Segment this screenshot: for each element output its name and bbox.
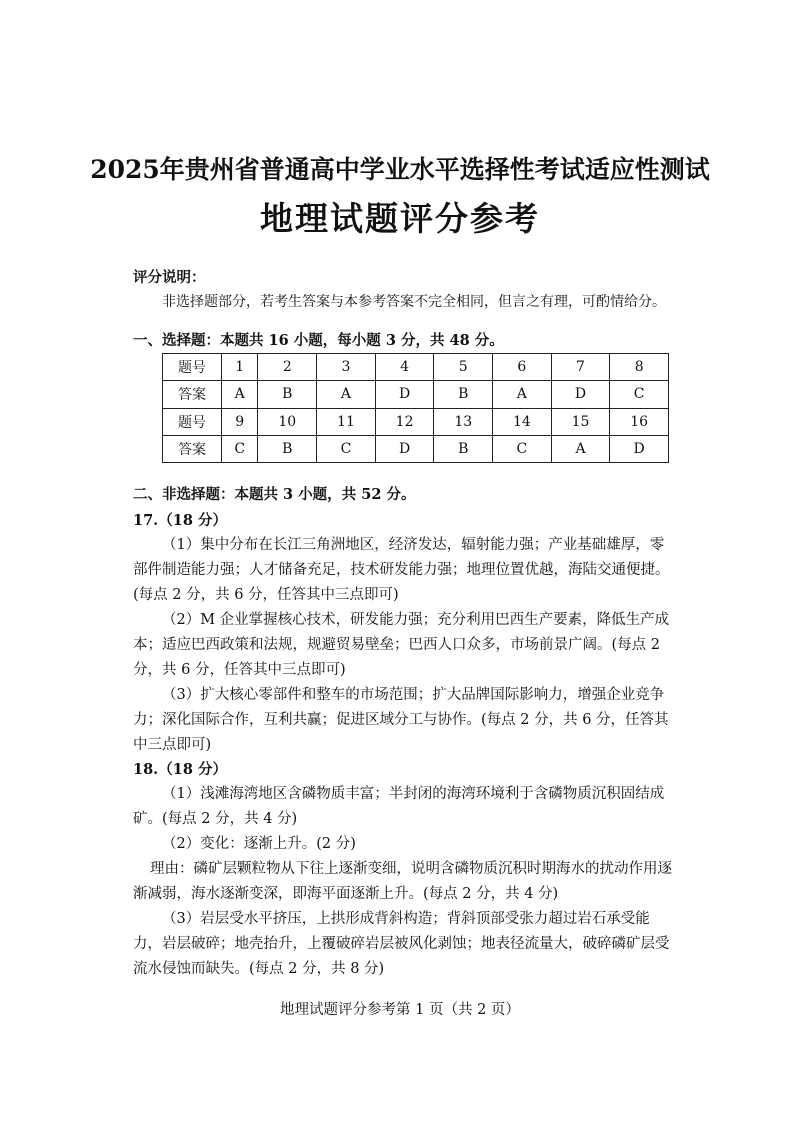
table-cell: 答案: [163, 435, 222, 462]
q17-answer-3: （3）扩大核心零部件和整车的市场范围；扩大品牌国际影响力，增强企业竞争力；深化国际合作，互利共赢；促进区域分工与协作。(每点 2 分，共 6 分，任答其中三点即可): [133, 687, 669, 753]
q18-answer-reason: 理由：磷矿层颗粒物从下往上逐渐变细，说明含磷物质沉积时期海水的扰动作用逐渐减弱，海水逐渐变深，即海平面逐渐上升。(每点 2 分，共 4 分): [133, 861, 672, 902]
table-cell: A: [317, 381, 376, 408]
table-cell: 8: [610, 354, 669, 381]
table-row: [163, 435, 669, 462]
table-cell: D: [610, 435, 669, 462]
page-subtitle: 地理试题评分参考: [260, 199, 540, 238]
table-cell: 15: [551, 408, 610, 435]
page-footer: 地理试题评分参考第 1 页（共 2 页）: [280, 1002, 520, 1018]
table-cell: 1: [222, 354, 258, 381]
table-cell: 10: [258, 408, 317, 435]
table-cell: C: [222, 435, 258, 462]
section1-heading: 一、选择题：本题共 16 小题，每小题 3 分，共 48 分。: [133, 332, 504, 349]
table-cell: A: [551, 435, 610, 462]
q18-answer-2: （2）变化：逐渐上升。(2 分): [162, 836, 356, 852]
table-cell: 13: [434, 408, 493, 435]
table-cell: 14: [493, 408, 552, 435]
table-cell: D: [551, 381, 610, 408]
table-cell: C: [493, 435, 552, 462]
table-cell: A: [222, 381, 258, 408]
scoring-note-heading: 评分说明：: [133, 269, 206, 286]
table-cell: B: [434, 381, 493, 408]
q17-answer-2: （2）M 企业掌握核心技术，研发能力强；充分利用巴西生产要素，降低生产成本；适应巴西政策和法规，规避贸易壁垒；巴西人口众多，市场前景广阔。(每点 2 分，共 6 分，任答其中三点即可): [133, 612, 670, 678]
table-row: [163, 354, 669, 381]
table-cell: 3: [317, 354, 376, 381]
table-cell: 2: [258, 354, 317, 381]
table-cell: C: [610, 381, 669, 408]
table-row: [163, 408, 669, 435]
table-cell: 16: [610, 408, 669, 435]
table-cell: 7: [551, 354, 610, 381]
table-cell: B: [258, 381, 317, 408]
table-cell: 答案: [163, 381, 222, 408]
q17-answer-1: （1）集中分布在长江三角洲地区，经济发达，辐射能力强；产业基础雄厚，零部件制造能力强；人才储备充足，技术研发能力强；地理位置优越，海陆交通便捷。(每点 2 分，共 6 分，任答其中三点即可): [133, 537, 670, 603]
q18-answer-1: （1）浅滩海湾地区含磷物质丰富；半封闭的海湾环境利于含磷物质沉积固结成矿。(每点 2 分，共 4 分): [133, 786, 665, 827]
table-cell: 11: [317, 408, 376, 435]
table-cell: 题号: [163, 354, 222, 381]
table-cell: B: [434, 435, 493, 462]
table-row: [163, 381, 669, 408]
section2-heading: 二、非选择题：本题共 3 小题，共 52 分。: [133, 486, 416, 503]
table-cell: D: [375, 381, 434, 408]
table-cell: A: [493, 381, 552, 408]
table-cell: 9: [222, 408, 258, 435]
q17-heading: 17.（18 分）: [133, 512, 227, 529]
table-cell: 6: [493, 354, 552, 381]
table-cell: 12: [375, 408, 434, 435]
table-cell: 5: [434, 354, 493, 381]
q18-heading: 18.（18 分）: [133, 761, 227, 778]
table-cell: 4: [375, 354, 434, 381]
table-cell: C: [317, 435, 376, 462]
table-cell: 题号: [163, 408, 222, 435]
page-title: 2025年贵州省普通高中学业水平选择性考试适应性测试: [90, 155, 710, 184]
scoring-note-text: 非选择题部分，若考生答案与本参考答案不完全相同，但言之有理，可酌情给分。: [162, 294, 666, 310]
table-cell: B: [258, 435, 317, 462]
q18-answer-3: （3）岩层受水平挤压，上拱形成背斜构造；背斜顶部受张力超过岩石承受能力，岩层破碎；地壳抬升，上覆破碎岩层被风化剥蚀；地表径流量大，破碎磷矿层受流水侵蚀而缺失。(每点 2 分，共 8 分): [133, 911, 670, 977]
answer-table: [162, 353, 669, 463]
table-cell: D: [375, 435, 434, 462]
